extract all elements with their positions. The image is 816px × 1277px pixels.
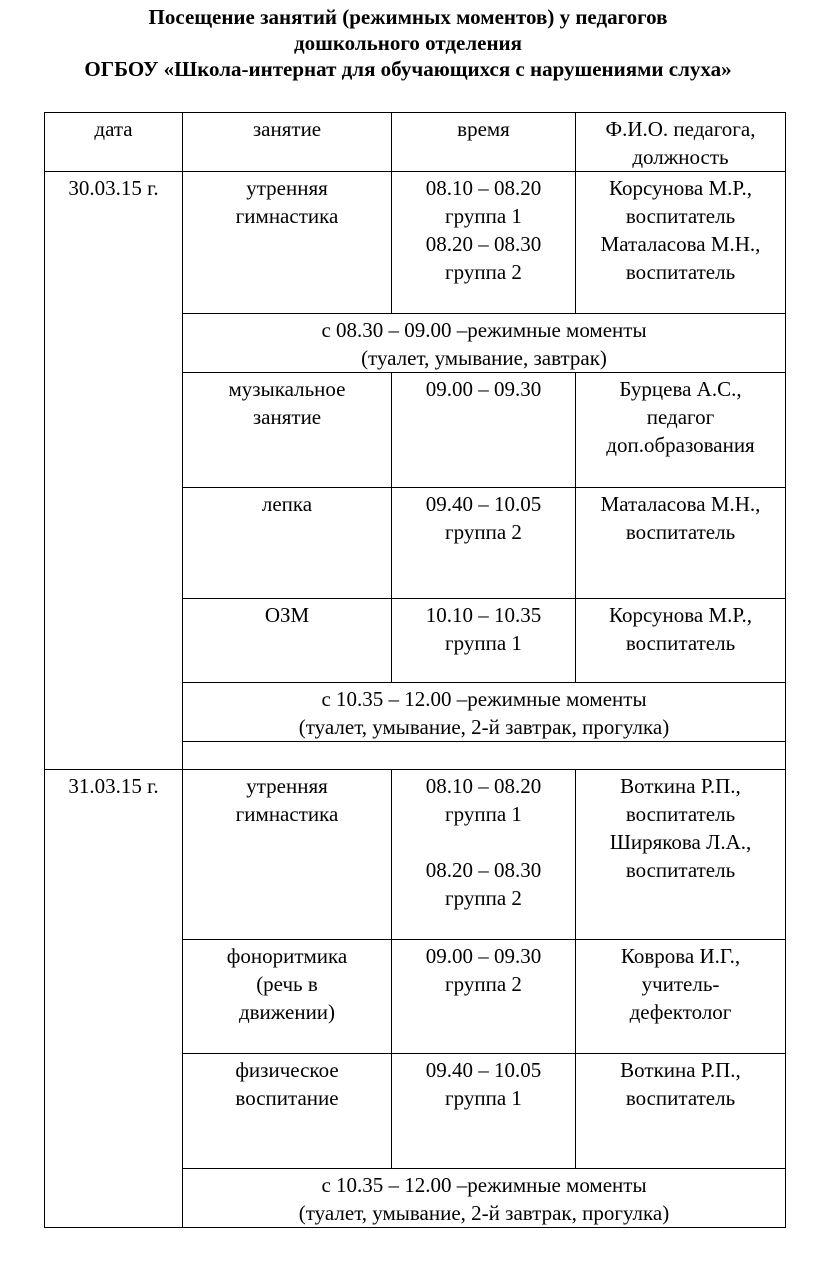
header-date: дата — [45, 113, 183, 172]
time-cell: 09.40 – 10.05 группа 1 — [392, 1054, 576, 1169]
activity-cell: фоноритмика (речь в движении) — [183, 940, 392, 1054]
routine-cell: с 10.35 – 12.00 –режимные моменты (туалет, умывание, 2-й завтрак, прогулка) — [183, 1169, 786, 1228]
teacher-cell: Корсунова М.Р., воспитатель Маталасова М.Н., воспитатель — [576, 172, 786, 314]
time-cell: 09.40 – 10.05 группа 2 — [392, 488, 576, 599]
title-line-1: Посещение занятий (режимных моментов) у педагогов — [148, 5, 668, 29]
header-time: время — [392, 113, 576, 172]
teacher-cell: Корсунова М.Р., воспитатель — [576, 599, 786, 683]
teacher-cell: Воткина Р.П., воспитатель — [576, 1054, 786, 1169]
activity-cell: лепка — [183, 488, 392, 599]
time-cell: 08.10 – 08.20 группа 1 08.20 – 08.30 группа 2 — [392, 172, 576, 314]
activity-cell: утренняя гимнастика — [183, 770, 392, 940]
header-row — [45, 113, 786, 172]
routine-cell: с 10.35 – 12.00 –режимные моменты (туалет, умывание, 2-й завтрак, прогулка) — [183, 683, 786, 742]
date-cell: 31.03.15 г. — [45, 770, 183, 1228]
teacher-cell: Коврова И.Г., учитель- дефектолог — [576, 940, 786, 1054]
time-cell: 09.00 – 09.30 группа 2 — [392, 940, 576, 1054]
title-line-2: дошкольного отделения — [293, 31, 523, 55]
activity-cell: музыкальное занятие — [183, 373, 392, 488]
title-line-3: ОГБОУ «Школа-интернат для обучающихся с нарушениями слуха» — [84, 57, 732, 81]
schedule-table — [44, 112, 786, 1228]
date-cell: 30.03.15 г. — [45, 172, 183, 770]
routine-cell: с 08.30 – 09.00 –режимные моменты (туалет, умывание, завтрак) — [183, 314, 786, 373]
teacher-cell: Бурцева А.С., педагог доп.образования — [576, 373, 786, 488]
time-cell: 08.10 – 08.20 группа 1 08.20 – 08.30 группа 2 — [392, 770, 576, 940]
header-activity: занятие — [183, 113, 392, 172]
teacher-cell: Воткина Р.П., воспитатель Ширякова Л.А., воспитатель — [576, 770, 786, 940]
table-row — [45, 770, 786, 940]
document-title — [0, 4, 816, 82]
table-row — [45, 172, 786, 314]
header-teacher: Ф.И.О. педагога, должность — [576, 113, 786, 172]
time-cell: 09.00 – 09.30 — [392, 373, 576, 488]
activity-cell: утренняя гимнастика — [183, 172, 392, 314]
activity-cell: ОЗМ — [183, 599, 392, 683]
teacher-cell: Маталасова М.Н., воспитатель — [576, 488, 786, 599]
empty-cell — [183, 742, 786, 770]
activity-cell: физическое воспитание — [183, 1054, 392, 1169]
time-cell: 10.10 – 10.35 группа 1 — [392, 599, 576, 683]
